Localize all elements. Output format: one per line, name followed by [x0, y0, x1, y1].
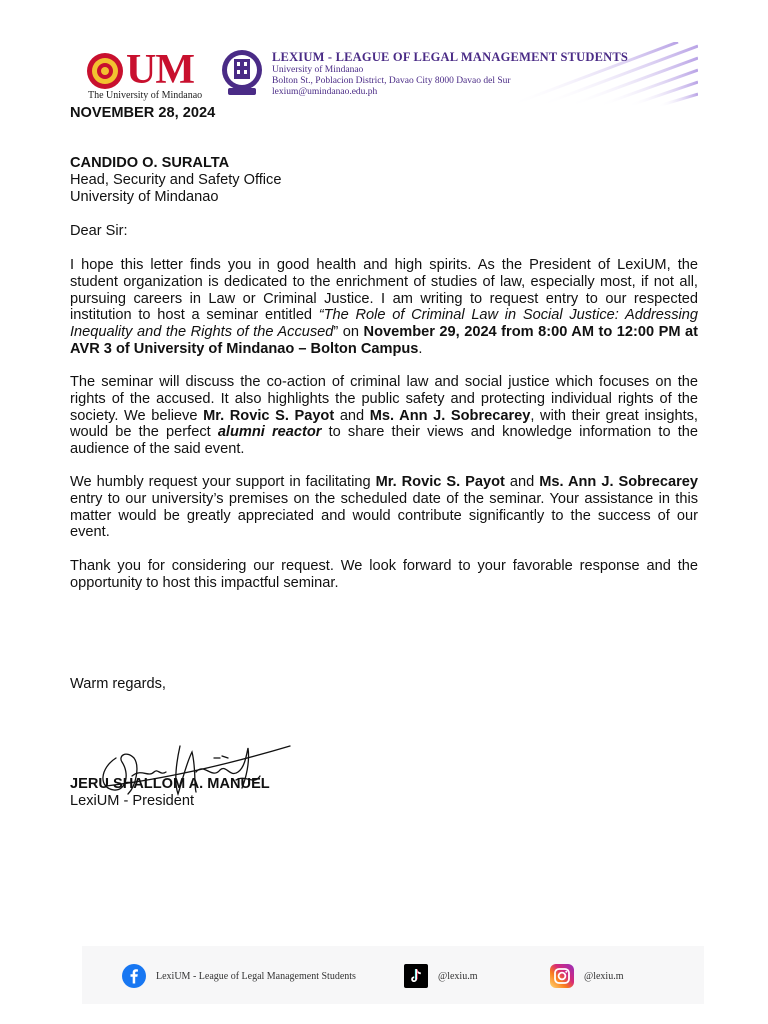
text-run: . — [418, 340, 423, 357]
text-run: , with their great insights, would be the perfect — [70, 407, 698, 441]
organization-address: Bolton St., Poblacion District, Davao City 8000 Davao del Sur — [272, 76, 511, 86]
instagram-icon — [550, 964, 574, 988]
text-run: and — [504, 474, 540, 490]
organization-info — [272, 50, 628, 98]
facebook-label: LexiUM - League of Legal Management Students — [156, 970, 356, 982]
signatory-title: LexiUM - President — [70, 792, 195, 809]
instagram-handle: @lexiu.m — [584, 970, 624, 982]
university-seal-icon — [86, 52, 124, 90]
recipient-block — [70, 155, 698, 205]
lexium-seal-icon — [220, 48, 264, 98]
guest-name: Ms. Ann J. Sobrecarey — [539, 474, 698, 490]
signatory-block — [70, 776, 270, 810]
text-run: to share their views and knowledge information to the audience of the said event. — [70, 424, 699, 458]
tiktok-handle: @lexiu.m — [438, 970, 478, 982]
organization-name: LEXIUM - LEAGUE OF LEGAL MANAGEMENT STUDENTS — [272, 50, 629, 64]
text-run: entry to our university’s premises on the scheduled date of the seminar. Your assistance in this matter would be greatly appreciated and would contribute significantly to the success of our event. — [70, 490, 698, 541]
text-run: The seminar will discuss the co-action of criminal law and social justice which focuses on the rights of the accused. It also highlights the public safety and protecting individual rights of the society. We believe — [70, 374, 698, 424]
paragraph-seminar — [70, 374, 698, 458]
university-caption: The University of Mindanao — [88, 90, 203, 101]
paragraph-request — [70, 474, 698, 541]
text-run: I hope this letter finds you in good health and high spirits. As the President of LexiUM, the student organization is dedicated to the enrichment of studies of law, especially most, if not all, pursuing careers in Law or Criminal Justice. I am writing to request entry to our respected institution to host a seminar entitled — [70, 257, 698, 324]
guest-name: Mr. Rovic S. Payot — [203, 407, 335, 424]
salutation: Dear Sir: — [70, 223, 128, 239]
letterhead — [82, 42, 698, 106]
tiktok-icon — [404, 964, 428, 988]
text-run: and — [334, 407, 370, 424]
organization-email: lexium@umindanao.edu.ph — [272, 87, 378, 97]
seminar-details: November 29, 2024 from 8:00 AM to 12:00 PM at AVR 3 of University of Mindanao – Bolton Campus — [70, 324, 698, 357]
seminar-title: “The Role of Criminal Law in Social Justice: Addressing Inequality and the Rights of the Accused — [70, 307, 698, 341]
guest-name: Ms. Ann J. Sobrecarey — [369, 407, 531, 424]
university-logo — [86, 47, 216, 106]
facebook-link[interactable] — [122, 964, 356, 988]
footer — [82, 946, 704, 1004]
paragraph-intro — [70, 257, 698, 358]
instagram-link[interactable] — [550, 964, 623, 988]
recipient-institution: University of Mindanao — [70, 188, 219, 205]
text-run: We humbly request your support in facilitating — [70, 474, 376, 490]
tiktok-link[interactable] — [404, 964, 477, 988]
signatory-name: JERU SHALLOM A. MANUEL — [70, 776, 270, 792]
paragraph-thanks: Thank you for considering our request. We look forward to your favorable response and the opportunity to host this impactful seminar. — [70, 558, 698, 591]
facebook-icon — [122, 964, 146, 988]
guest-name: Mr. Rovic S. Payot — [375, 474, 505, 490]
letter-date: NOVEMBER 28, 2024 — [70, 105, 216, 121]
university-logo-text: UM — [126, 47, 194, 93]
guest-role: alumni reactor — [217, 424, 322, 441]
text-run: ” on — [333, 324, 364, 341]
closing: Warm regards, — [70, 676, 166, 692]
recipient-title: Head, Security and Safety Office — [70, 171, 282, 188]
organization-university: University of Mindanao — [272, 65, 364, 75]
recipient-name: CANDIDO O. SURALTA — [70, 155, 230, 171]
